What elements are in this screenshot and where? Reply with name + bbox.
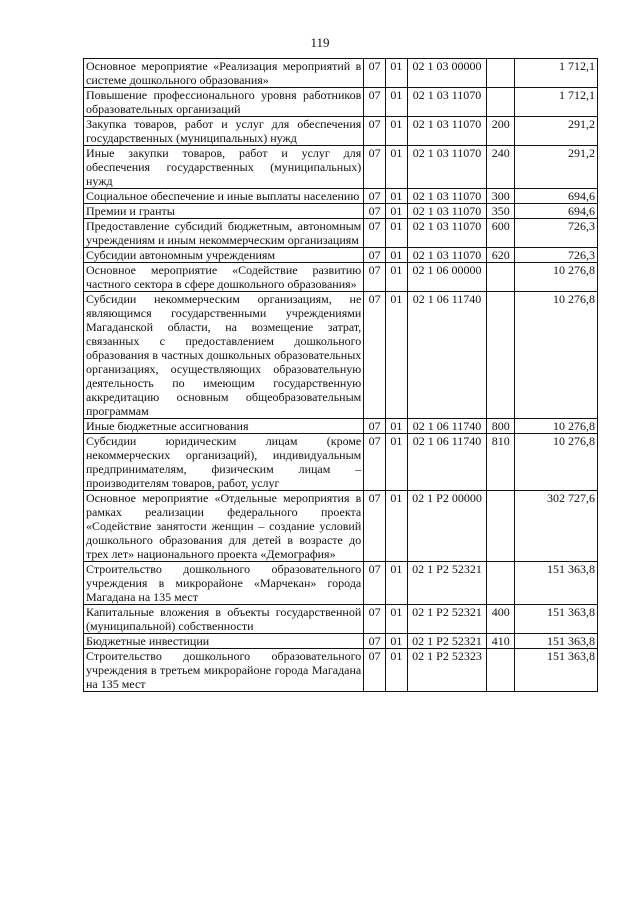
row-amount: 291,2 (515, 117, 598, 146)
row-target-code: 02 1 06 11740 (407, 292, 487, 419)
row-amount: 10 276,8 (515, 419, 598, 434)
table-row (84, 146, 598, 189)
row-name: Бюджетные инвестиции (84, 634, 364, 649)
row-target-code: 02 1 03 11070 (407, 189, 487, 204)
table-row (84, 605, 598, 634)
row-expense-code (487, 88, 515, 117)
row-target-code: 02 1 03 11070 (407, 204, 487, 219)
table-row (84, 649, 598, 692)
row-section-code: 07 (364, 263, 386, 292)
row-section-code: 07 (364, 292, 386, 419)
row-section-code: 07 (364, 649, 386, 692)
row-name: Субсидии автономным учреждениям (84, 248, 364, 263)
budget-table (83, 58, 598, 692)
row-name: Капитальные вложения в объекты государственной (муниципальной) собственности (84, 605, 364, 634)
row-section-code: 07 (364, 219, 386, 248)
row-subsection-code: 01 (385, 605, 407, 634)
row-subsection-code: 01 (385, 491, 407, 562)
table-row (84, 219, 598, 248)
row-expense-code: 600 (487, 219, 515, 248)
row-name: Строительство дошкольного образовательного учреждения в третьем микрорайоне города Магадана на 135 мест (84, 649, 364, 692)
row-expense-code: 300 (487, 189, 515, 204)
row-expense-code (487, 292, 515, 419)
row-amount: 291,2 (515, 146, 598, 189)
row-section-code: 07 (364, 434, 386, 491)
row-expense-code: 810 (487, 434, 515, 491)
row-expense-code (487, 263, 515, 292)
row-target-code: 02 1 03 11070 (407, 146, 487, 189)
row-subsection-code: 01 (385, 59, 407, 88)
row-name: Субсидии юридическим лицам (кроме некоммерческих организаций), индивидуальным предпринимателям, физическим лицам – производителям товаров, работ, услуг (84, 434, 364, 491)
table-row (84, 248, 598, 263)
table-row (84, 491, 598, 562)
row-subsection-code: 01 (385, 562, 407, 605)
table-row (84, 117, 598, 146)
row-name: Закупка товаров, работ и услуг для обеспечения государственных (муниципальных) нужд (84, 117, 364, 146)
row-name: Социальное обеспечение и иные выплаты населению (84, 189, 364, 204)
row-target-code: 02 1 03 11070 (407, 248, 487, 263)
row-subsection-code: 01 (385, 263, 407, 292)
row-expense-code (487, 491, 515, 562)
row-amount: 10 276,8 (515, 263, 598, 292)
row-name: Субсидии некоммерческим организациям, не являющимся государственными учреждениями Магаданской области, на возмещение затрат, связанных с предоставлением дошкольного образования в частных дошкольных образовательных организациях, осуществляющих образовательную деятельность по имеющим государственную аккредитацию основным общеобразовательным программам (84, 292, 364, 419)
table-row (84, 419, 598, 434)
row-target-code: 02 1 03 11070 (407, 117, 487, 146)
row-target-code: 02 1 P2 52321 (407, 634, 487, 649)
row-target-code: 02 1 P2 52321 (407, 562, 487, 605)
page-number: 119 (310, 35, 330, 50)
row-expense-code (487, 562, 515, 605)
row-section-code: 07 (364, 146, 386, 189)
table-row (84, 634, 598, 649)
row-amount: 151 363,8 (515, 649, 598, 692)
row-subsection-code: 01 (385, 204, 407, 219)
row-expense-code: 620 (487, 248, 515, 263)
row-name: Предоставление субсидий бюджетным, автономным учреждениям и иным некоммерческим организациям (84, 219, 364, 248)
row-name: Основное мероприятие «Содействие развитию частного сектора в сфере дошкольного образования» (84, 263, 364, 292)
row-amount: 151 363,8 (515, 562, 598, 605)
row-section-code: 07 (364, 189, 386, 204)
row-amount: 726,3 (515, 248, 598, 263)
row-section-code: 07 (364, 59, 386, 88)
row-target-code: 02 1 P2 52321 (407, 605, 487, 634)
row-amount: 694,6 (515, 189, 598, 204)
row-amount: 10 276,8 (515, 434, 598, 491)
row-name: Иные бюджетные ассигнования (84, 419, 364, 434)
budget-table-body (84, 59, 598, 692)
row-target-code: 02 1 P2 52323 (407, 649, 487, 692)
row-expense-code: 240 (487, 146, 515, 189)
row-name: Строительство дошкольного образовательного учреждения в микрорайоне «Марчекан» города Магадана на 135 мест (84, 562, 364, 605)
row-amount: 694,6 (515, 204, 598, 219)
row-name: Основное мероприятие «Реализация мероприятий в системе дошкольного образования» (84, 59, 364, 88)
row-target-code: 02 1 06 11740 (407, 419, 487, 434)
row-target-code: 02 1 03 00000 (407, 59, 487, 88)
row-section-code: 07 (364, 204, 386, 219)
row-expense-code: 350 (487, 204, 515, 219)
table-row (84, 59, 598, 88)
table-row (84, 189, 598, 204)
row-name: Премии и гранты (84, 204, 364, 219)
row-subsection-code: 01 (385, 419, 407, 434)
table-row (84, 88, 598, 117)
row-expense-code (487, 59, 515, 88)
row-subsection-code: 01 (385, 219, 407, 248)
row-subsection-code: 01 (385, 189, 407, 204)
row-amount: 151 363,8 (515, 605, 598, 634)
row-subsection-code: 01 (385, 434, 407, 491)
row-name: Повышение профессионального уровня работников образовательных организаций (84, 88, 364, 117)
row-expense-code: 400 (487, 605, 515, 634)
table-row (84, 562, 598, 605)
row-amount: 1 712,1 (515, 88, 598, 117)
row-section-code: 07 (364, 117, 386, 146)
row-section-code: 07 (364, 634, 386, 649)
row-amount: 151 363,8 (515, 634, 598, 649)
row-expense-code: 800 (487, 419, 515, 434)
row-section-code: 07 (364, 88, 386, 117)
table-row (84, 263, 598, 292)
row-amount: 1 712,1 (515, 59, 598, 88)
row-expense-code: 200 (487, 117, 515, 146)
row-target-code: 02 1 06 11740 (407, 434, 487, 491)
row-subsection-code: 01 (385, 649, 407, 692)
row-subsection-code: 01 (385, 292, 407, 419)
row-target-code: 02 1 P2 00000 (407, 491, 487, 562)
row-section-code: 07 (364, 562, 386, 605)
row-subsection-code: 01 (385, 88, 407, 117)
row-expense-code (487, 649, 515, 692)
row-section-code: 07 (364, 419, 386, 434)
row-target-code: 02 1 06 00000 (407, 263, 487, 292)
row-target-code: 02 1 03 11070 (407, 219, 487, 248)
row-section-code: 07 (364, 605, 386, 634)
row-amount: 726,3 (515, 219, 598, 248)
row-amount: 302 727,6 (515, 491, 598, 562)
row-subsection-code: 01 (385, 117, 407, 146)
row-name: Основное мероприятие «Отдельные мероприятия в рамках реализации федерального проекта «Содействие занятости женщин – создание условий дошкольного образования для детей в возрасте до трех лет» национального проекта «Демография» (84, 491, 364, 562)
row-section-code: 07 (364, 491, 386, 562)
row-subsection-code: 01 (385, 248, 407, 263)
row-section-code: 07 (364, 248, 386, 263)
row-amount: 10 276,8 (515, 292, 598, 419)
table-row (84, 434, 598, 491)
row-expense-code: 410 (487, 634, 515, 649)
table-row (84, 292, 598, 419)
row-subsection-code: 01 (385, 146, 407, 189)
row-target-code: 02 1 03 11070 (407, 88, 487, 117)
row-name: Иные закупки товаров, работ и услуг для обеспечения государственных (муниципальных) нужд (84, 146, 364, 189)
row-subsection-code: 01 (385, 634, 407, 649)
table-row (84, 204, 598, 219)
